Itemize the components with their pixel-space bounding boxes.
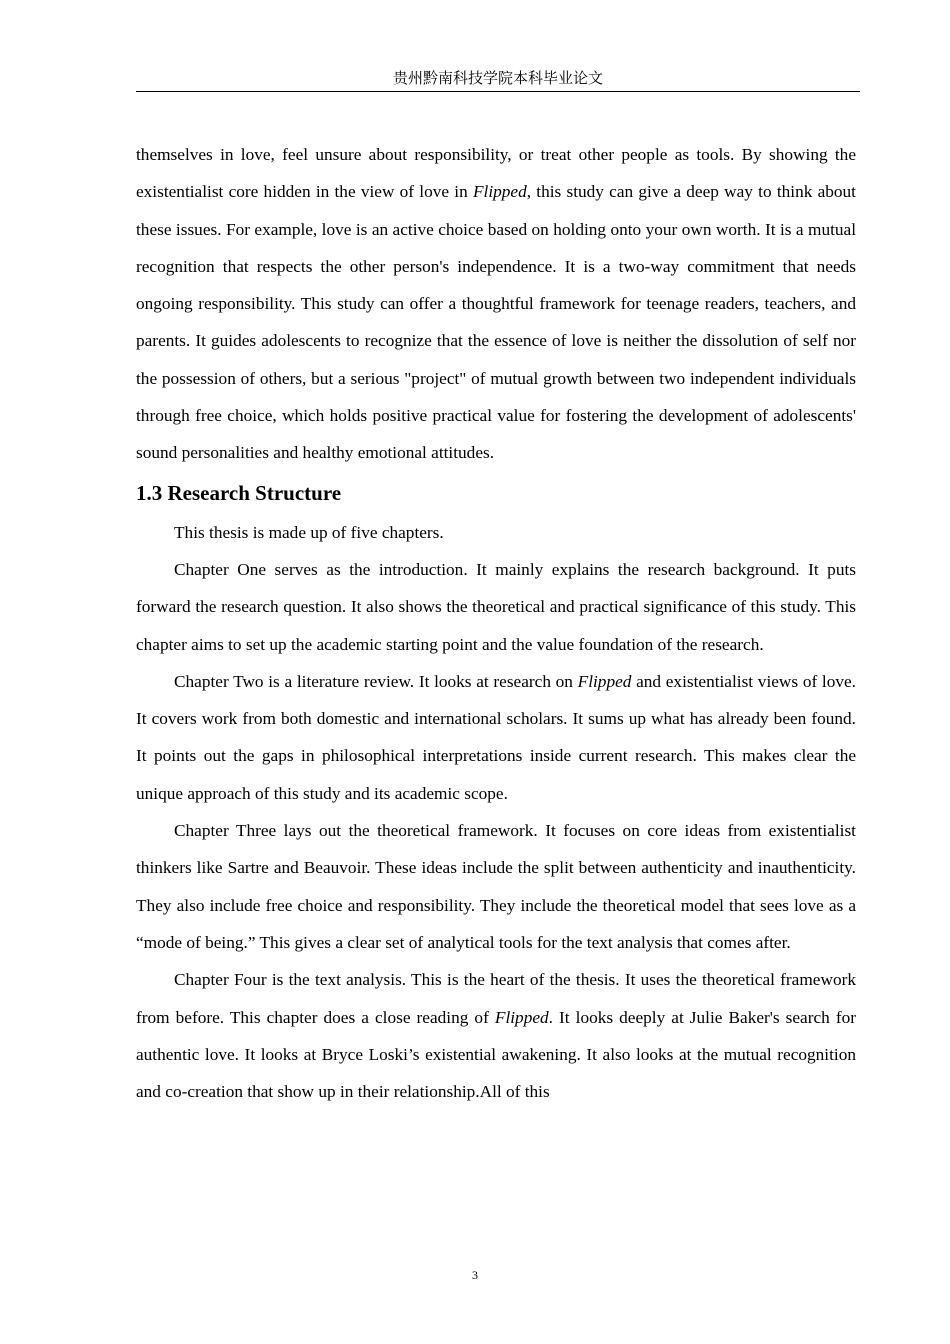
paragraph-chapter-two: Chapter Two is a literature review. It looks at research on Flipped and existentialist views of love. It covers work from both domestic and international scholars. It sums up what has already been found. It points out the gaps in philosophical interpretations inside current research. This makes clear the unique approach of this study and its academic scope. (136, 671, 856, 803)
section-heading: 1.3 Research Structure (136, 480, 342, 505)
paragraph-significance: themselves in love, feel unsure about responsibility, or treat other people as tools. By showing the existentialist core hidden in the view of love in Flipped, this study can give a deep way to think about these issues. For example, love is an active choice based on holding onto your own worth. It is a mutual recognition that respects the other person's independence. It is a two-way commitment that needs ongoing responsibility. This study can offer a thoughtful framework for teenage readers, teachers, and parents. It guides adolescents to recognize that the essence of love is neither the dissolution of self nor the possession of others, but a serious "project" of mutual growth between two independent individuals through free choice, which holds positive practical value for fostering the development of adolescents' sound personalities and healthy emotional attitudes. (136, 145, 856, 463)
paragraph-chapter-four: Chapter Four is the text analysis. This is the heart of the thesis. It uses the theoretical framework from before. This chapter does a close reading of Flipped. It looks deeply at Julie Baker's search for authentic love. It looks at Bryce Loski’s existential awakening. It also looks at the mutual recognition and co-creation that show up in their relationship.All of this (136, 970, 856, 1102)
page-number: 3 (472, 1268, 478, 1282)
running-header: 贵州黔南科技学院本科毕业论文 (136, 66, 860, 92)
book-title: Flipped (472, 182, 527, 202)
page-body (136, 136, 856, 1110)
paragraph-chapter-three: Chapter Three lays out the theoretical framework. It focuses on core ideas from existentialist thinkers like Sartre and Beauvoir. These ideas include the split between authenticity and inauthenticity. They also include free choice and responsibility. They include the theoretical model that sees love as a “mode of being.” This gives a clear set of analytical tools for the text analysis that comes after. (136, 821, 856, 952)
paragraph-overview: This thesis is made up of five chapters. (174, 522, 444, 542)
paragraph-chapter-one: Chapter One serves as the introduction. It mainly explains the research background. It puts forward the research question. It also shows the theoretical and practical significance of this study. This chapter aims to set up the academic starting point and the value foundation of the research. (136, 559, 856, 654)
book-title: Flipped (577, 671, 632, 691)
book-title: Flipped (494, 1007, 549, 1027)
